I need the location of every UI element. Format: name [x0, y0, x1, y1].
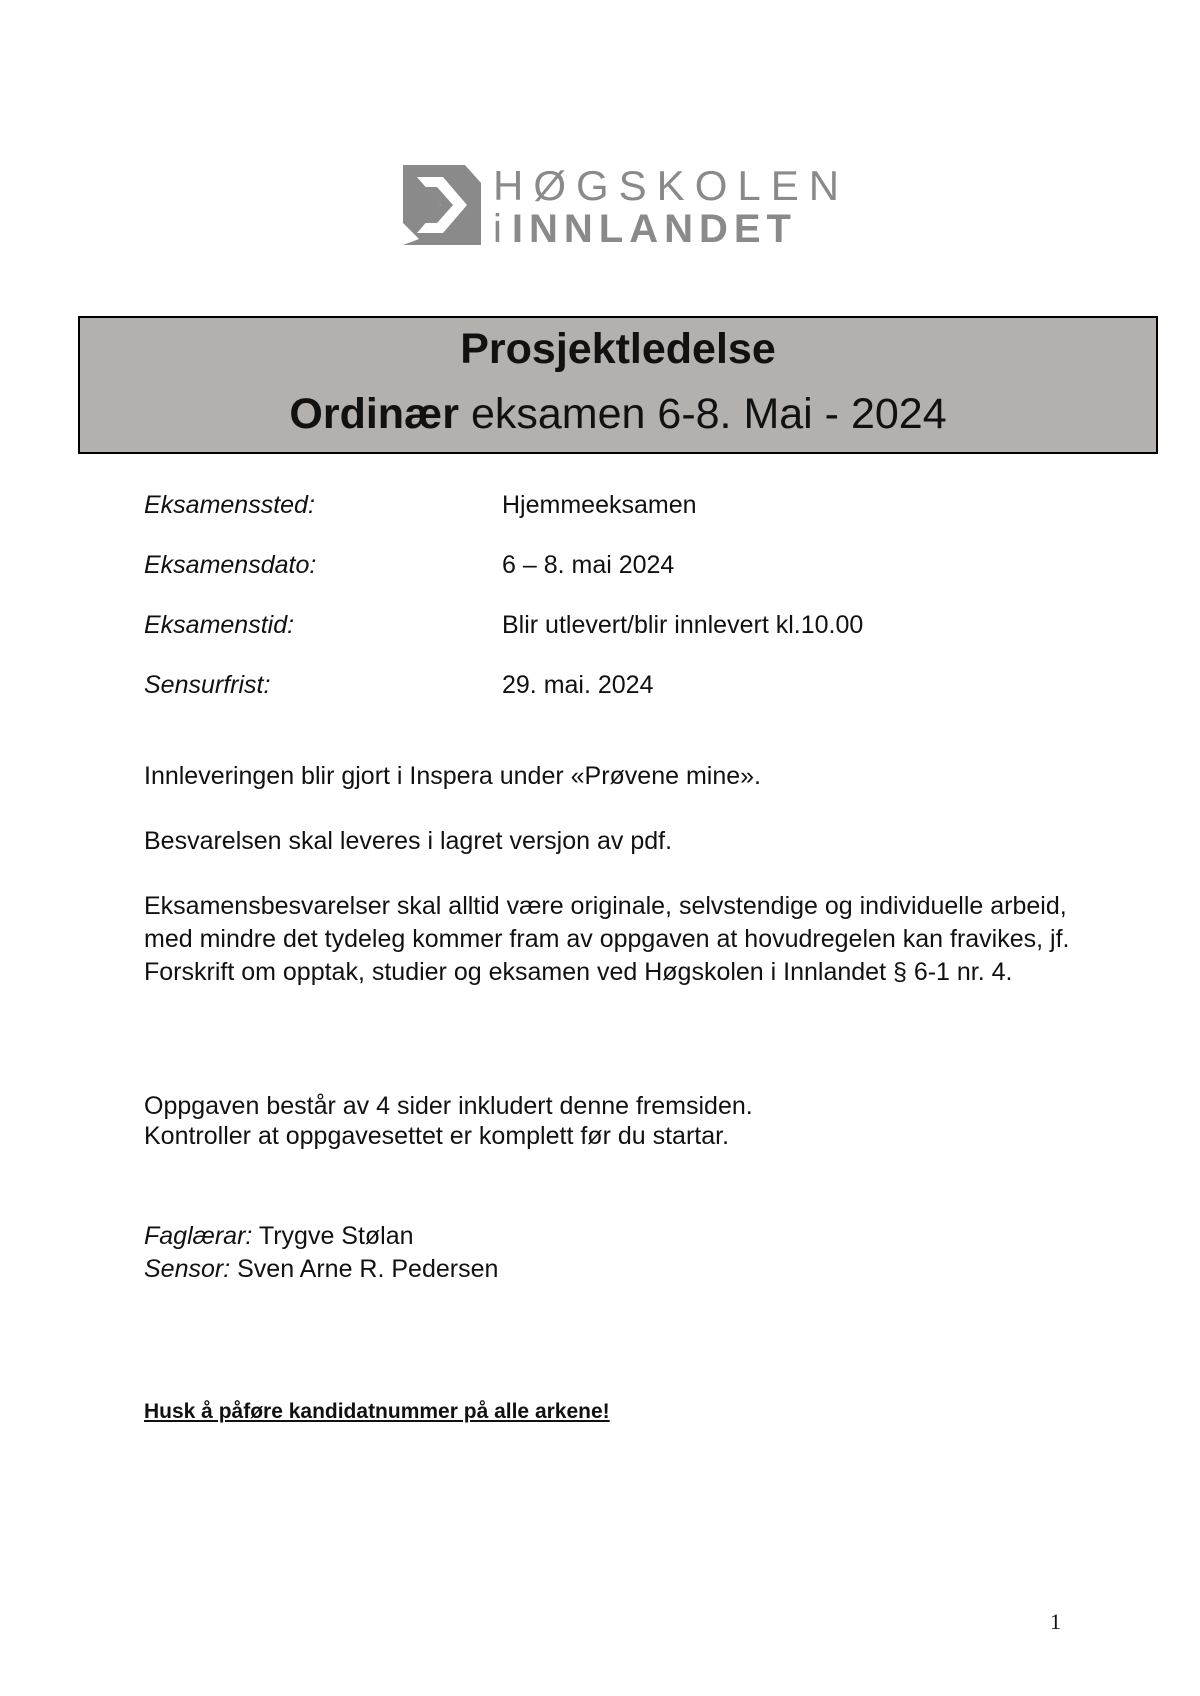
- sensor-label: Sensor:: [144, 1255, 231, 1283]
- info-label: Eksamenstid:: [144, 611, 295, 639]
- course-title: Prosjektledelse: [460, 325, 776, 373]
- exam-info-table: [144, 488, 1144, 728]
- teacher-line: [144, 1220, 1084, 1253]
- info-label: Eksamenssted:: [144, 491, 315, 519]
- originality-paragraph: Eksamensbesvarelser skal alltid være originale, selvstendige og individuelle arbeid, med mindre det tydeleg kommer fram av oppgaven at hovudregelen kan fravikes, jf. Forskrift om opptak, studier og eksamen ved Høgskolen i Innlandet § 6-1 nr. 4.: [144, 892, 1070, 986]
- sensor-line: [144, 1253, 1084, 1286]
- candidate-number-reminder: Husk å påføre kandidatnummer på alle arkene!: [144, 1400, 610, 1423]
- check-completeness-line: Kontroller at oppgavesettet er komplett før du startar.: [144, 1122, 730, 1150]
- teacher-label: Faglærar:: [144, 1222, 253, 1250]
- page-count-line: Oppgaven består av 4 sider inkludert denne fremsiden.: [144, 1092, 753, 1120]
- logo-text-line2: [493, 209, 797, 249]
- institution-logo: [403, 162, 850, 251]
- logo-prefix: i: [493, 207, 508, 251]
- exam-type: Ordinær: [289, 390, 460, 438]
- info-row-time: [144, 608, 1144, 668]
- info-label: Sensurfrist:: [144, 671, 271, 699]
- info-row-grading-deadline: [144, 668, 1144, 728]
- info-value: 29. mai. 2024: [502, 671, 654, 699]
- sensor-name: Sven Arne R. Pedersen: [230, 1255, 499, 1283]
- teacher-name: Trygve Stølan: [252, 1222, 414, 1250]
- title-box: [78, 316, 1158, 454]
- format-paragraph: Besvarelsen skal leveres i lagret versjon av pdf.: [144, 827, 673, 855]
- logo-text-line1: HØGSKOLEN: [493, 162, 850, 209]
- info-label: Eksamensdato:: [144, 551, 317, 579]
- info-row-location: [144, 488, 1144, 548]
- info-value: Blir utlevert/blir innlevert kl.10.00: [502, 611, 864, 639]
- exam-dates: eksamen 6-8. Mai - 2024: [459, 390, 947, 438]
- page-number: 1: [1050, 1609, 1061, 1634]
- submission-paragraph: Innleveringen blir gjort i Inspera under «Prøvene mine».: [144, 762, 762, 790]
- info-row-date: [144, 548, 1144, 608]
- exam-subtitle: [80, 390, 1156, 438]
- info-value: 6 – 8. mai 2024: [502, 551, 675, 579]
- logo-emblem-icon: [403, 165, 481, 245]
- info-value: Hjemmeeksamen: [502, 491, 697, 519]
- logo-main: INNLANDET: [511, 207, 797, 251]
